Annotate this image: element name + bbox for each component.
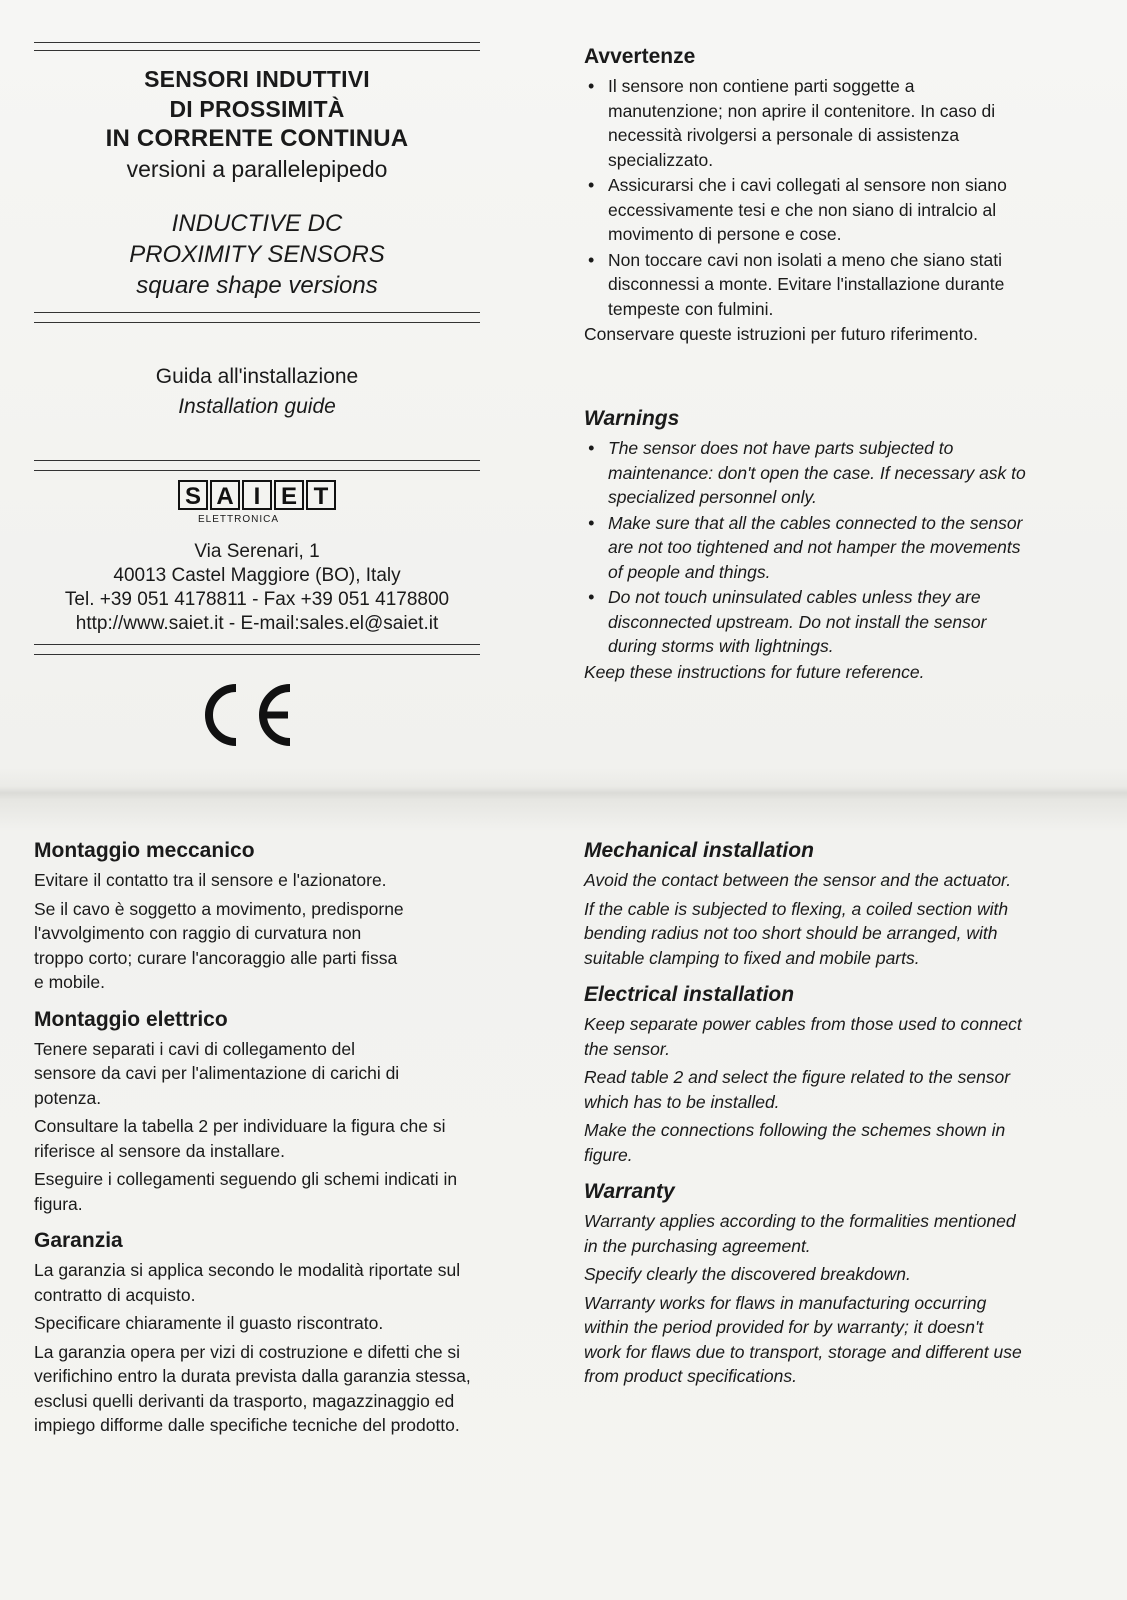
address-web: http://www.saiet.it - E-mail:sales.el@saiet.it [75,613,439,634]
guide-it: Guida all'installazione [155,365,359,388]
paragraph: If the cable is subjected to flexing, a coiled section with bending radius not too short should be arranged, with suitable clamping to fixed and mobile parts. [584,898,1009,968]
paragraph: Evitare il contatto tra il sensore e l'azionatore. [34,870,387,890]
avvertenze-list [584,74,1034,321]
top-rule-2 [34,50,480,51]
saiet-logo [178,480,329,528]
paragraph: Keep separate power cables from those used to connect the sensor. [584,1014,1022,1059]
logo-letter: E [274,480,304,510]
logo-letter: S [178,480,208,510]
list-item: • Assicurarsi che i cavi collegati al sensore non siano eccessivamente tesi e che non siano di intralcio al movimento di persone e cose. [584,173,1034,247]
avvertenze-note: Conservare queste istruzioni per futuro riferimento. [584,324,978,344]
paragraph: Specify clearly the discovered breakdown. [584,1264,911,1284]
paragraph: Warranty applies according to the formalities mentioned in the purchasing agreement. [584,1211,1016,1256]
warnings-list [584,436,1034,659]
list-item: • The sensor does not have parts subjected to maintenance: don't open the case. If necessary ask to specialized personnel only. [584,436,1034,510]
address-street: Via Serenari, 1 [194,541,320,562]
logo-letter: I [242,480,272,510]
paper-fold [0,786,1127,800]
title-it-line4: versioni a parallelepipedo [126,156,388,182]
mid-rule-1 [34,312,480,313]
it-sections [34,838,484,1442]
section-heading-montaggio-elettrico: Montaggio elettrico [34,1007,228,1031]
ce-mark [196,680,300,750]
avvertenze-heading: Avvertenze [584,45,696,68]
list-item: • Il sensore non contiene parti soggette a manutenzione; non aprire il contenitore. In caso di necessità rivolgersi a personale di assistenza specializzato. [584,74,1034,172]
section-heading-mechanical-installation: Mechanical installation [584,839,814,862]
title-it-line1: SENSORI INDUTTIVI [144,66,370,92]
warnings-heading: Warnings [584,407,680,430]
logo-subtitle: ELETTRONICA [198,514,280,525]
address-phone: Tel. +39 051 4178811 - Fax +39 051 4178800 [64,589,450,610]
warnings-note: Keep these instructions for future reference. [584,661,925,682]
mid-rule-2 [34,322,480,323]
paragraph: La garanzia si applica secondo le modalità riportate sul contratto di acquisto. [34,1260,461,1305]
top-rule-1 [34,42,480,43]
section-heading-garanzia: Garanzia [34,1229,123,1252]
logo-letter: T [306,480,336,510]
title-block-en [34,208,480,301]
guide-en: Installation guide [178,395,336,418]
logo-letter: A [210,480,240,510]
title-it-line3: IN CORRENTE CONTINUA [105,125,409,152]
logo-rule-2 [34,470,480,471]
section-heading-electrical-installation: Electrical installation [584,983,795,1006]
title-block-it [34,64,480,184]
address-block [34,540,480,636]
bottom-rule-1 [34,644,480,645]
guide-block [34,362,480,422]
logo-rule-1 [34,460,480,461]
paragraph: Make the connections following the schemes shown in figure. [584,1120,1006,1165]
bottom-rule-2 [34,654,480,655]
list-item: • Make sure that all the cables connected to the sensor are not too tightened and not hamper the movements of people and things. [584,511,1034,585]
warnings-section [584,406,1034,688]
en-sections [584,838,1024,1393]
paragraph: Read table 2 and select the figure related to the sensor which has to be installed. [584,1067,1011,1112]
title-en-line2: PROXIMITY SENSORS [129,241,385,268]
section-heading-montaggio-meccanico: Montaggio meccanico [34,839,255,862]
address-city: 40013 Castel Maggiore (BO), Italy [113,565,401,586]
title-en-line3: square shape versions [136,272,378,299]
paragraph: Consultare la tabella 2 per individuare la figura che si riferisce al sensore da installare. [34,1116,446,1161]
paragraph: Se il cavo è soggetto a movimento, predisporne l'avvolgimento con raggio di curvatura non troppo corto; curare l'ancoraggio alle parti fissa e mobile. [34,898,404,992]
list-item: • Non toccare cavi non isolati a meno che siano stati disconnessi a monte. Evitare l'installazione durante tempeste con fulmini. [584,248,1034,322]
title-en-line1: INDUCTIVE DC [171,210,343,237]
section-heading-warranty: Warranty [584,1180,675,1203]
paragraph: Tenere separati i cavi di collegamento del sensore da cavi per l'alimentazione di carichi di potenza. [34,1038,400,1108]
title-it-line2: DI PROSSIMITÀ [169,96,345,122]
paragraph: Specificare chiaramente il guasto riscontrato. [34,1313,384,1333]
paragraph: La garanzia opera per vizi di costruzione e difetti che si verifichino entro la durata prevista dalla garanzia stessa, esclusi quelli derivanti da trasporto, magazzinaggio ed impiego difforme dalle specifiche tecniche del prodotto. [34,1341,471,1435]
paragraph: Warranty works for flaws in manufacturing occurring within the period provided for by warranty; it doesn't work for flaws due to transport, storage and different use from product specifications. [584,1292,1022,1386]
list-item: • Do not touch uninsulated cables unless they are disconnected upstream. Do not install the sensor during storms with lightnings. [584,585,1034,659]
paragraph: Eseguire i collegamenti seguendo gli schemi indicati in figura. [34,1169,458,1214]
paragraph: Avoid the contact between the sensor and the actuator. [584,870,1012,890]
ce-mark-icon [196,680,300,750]
avvertenze-section [584,44,1034,351]
